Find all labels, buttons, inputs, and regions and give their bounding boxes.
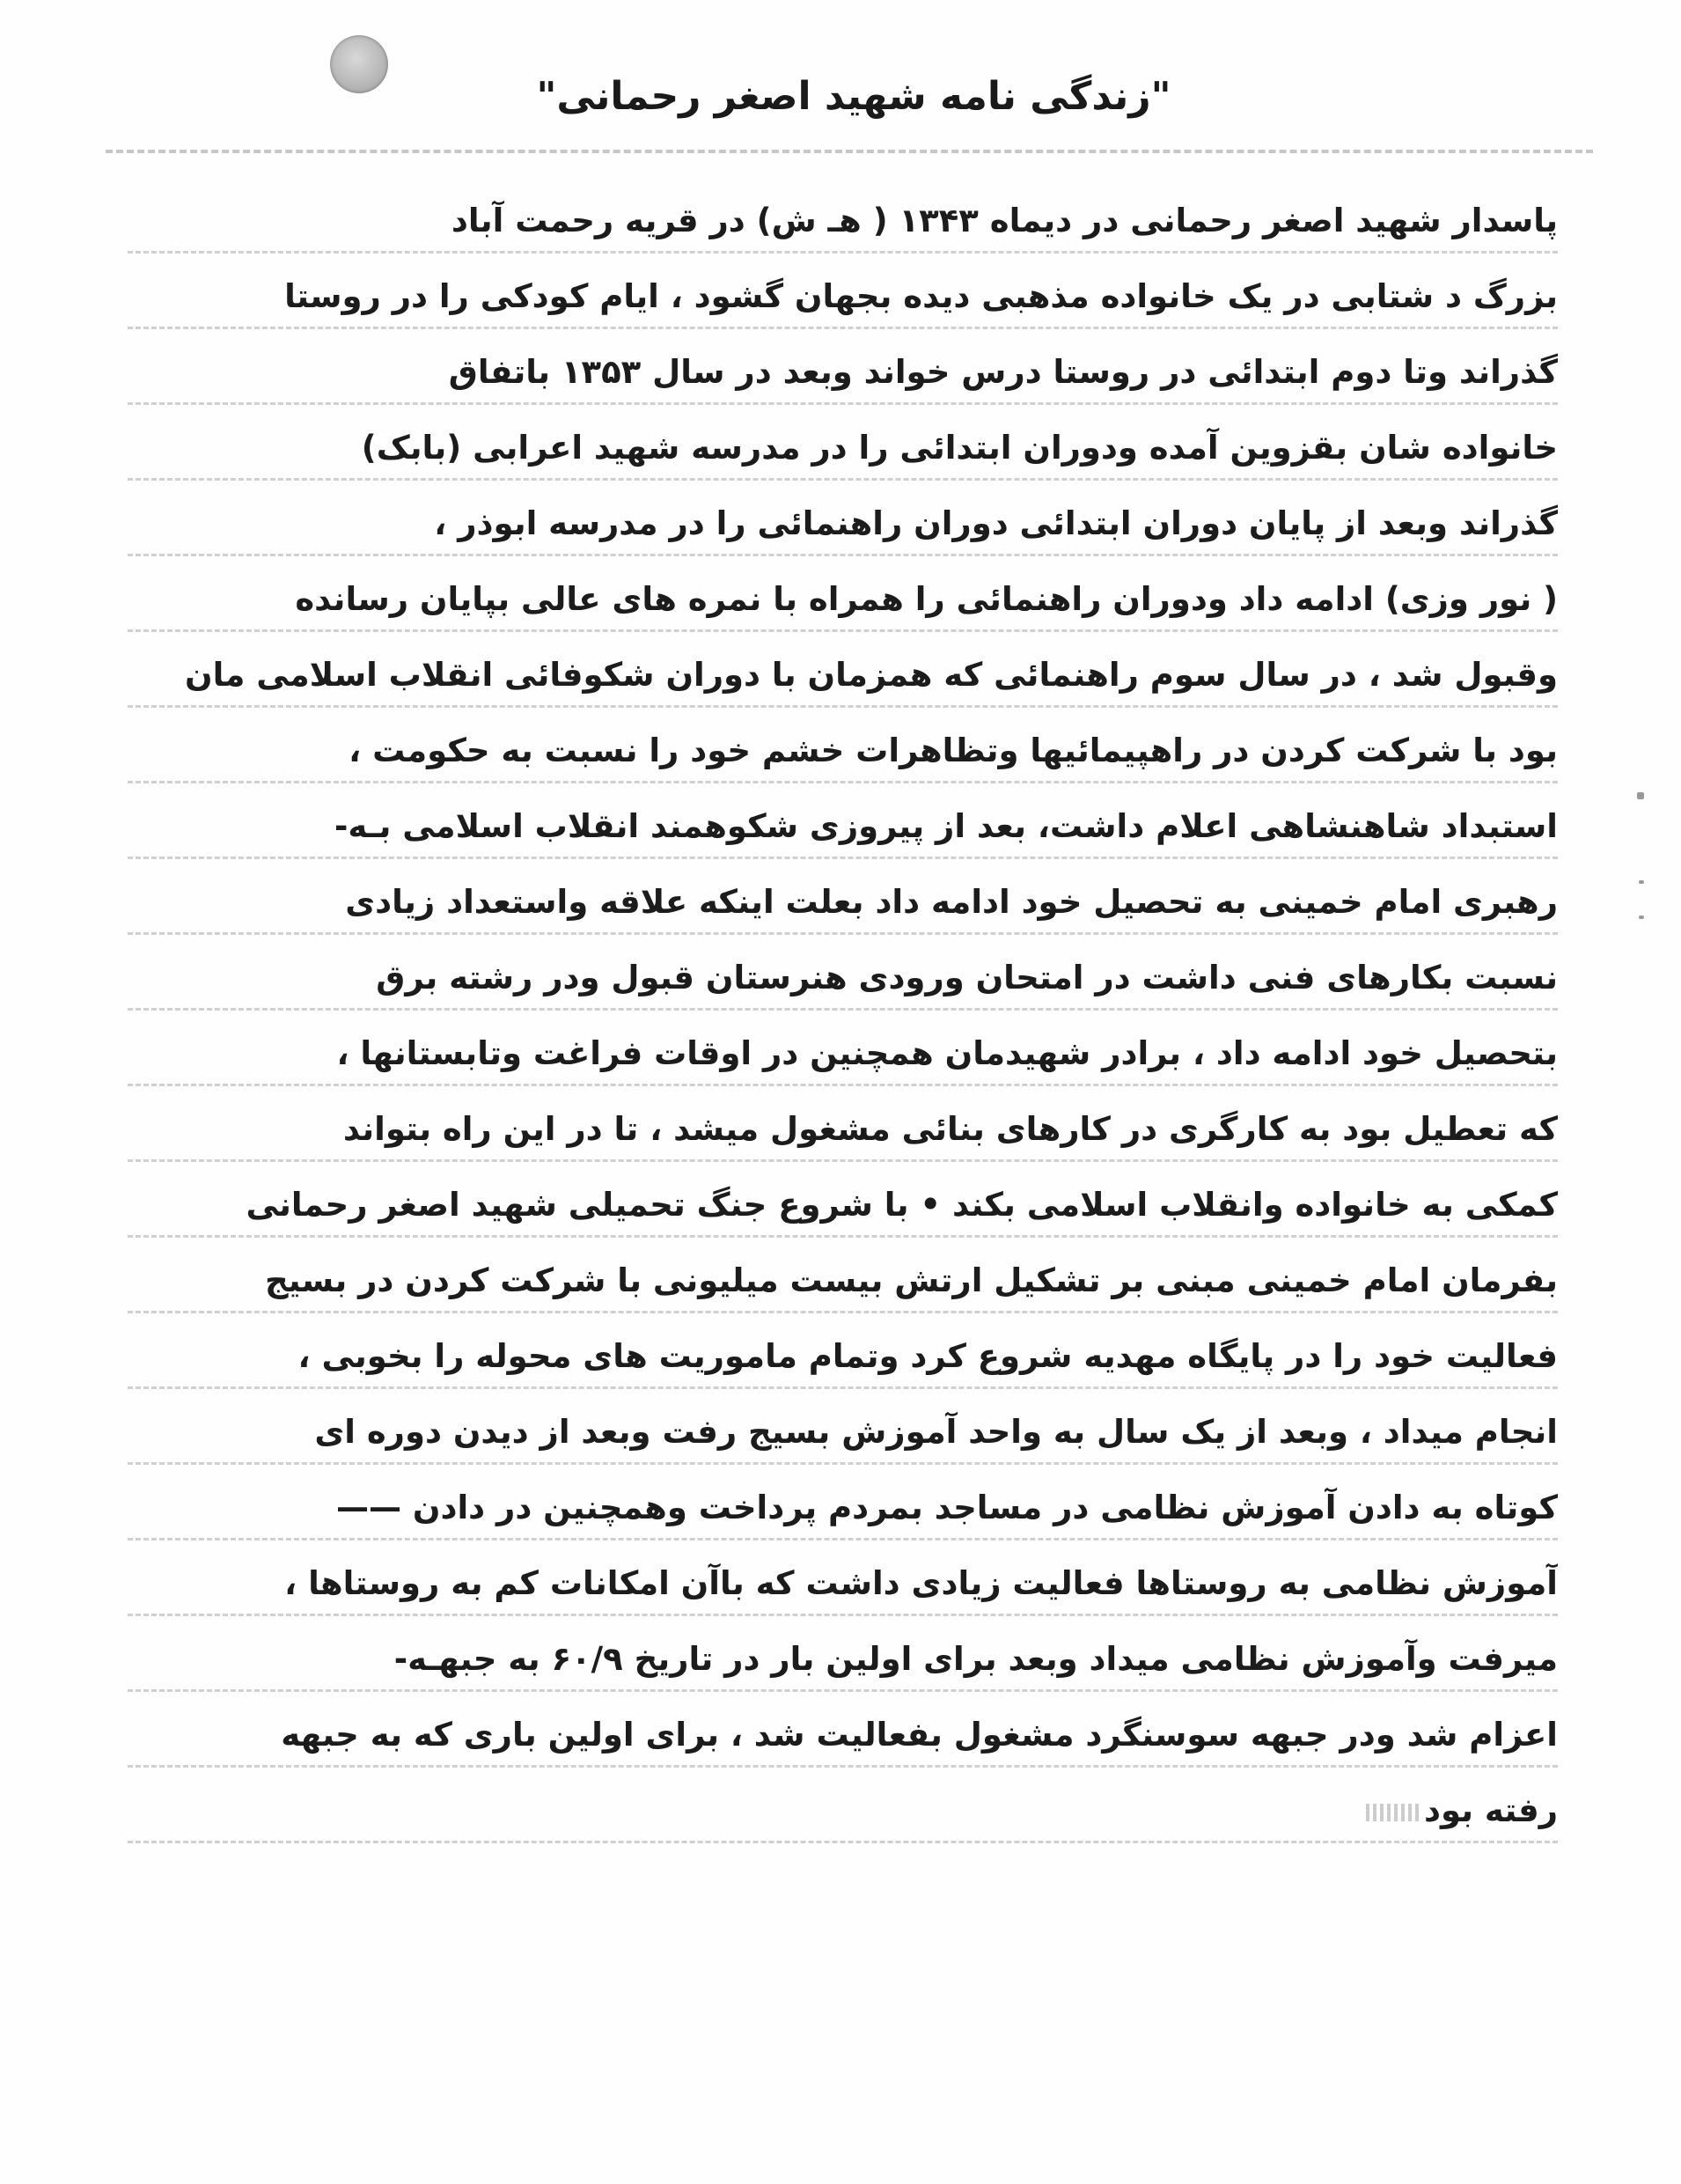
text-line: بود با شرکت کردن در راهپیمائیها وتظاهرات خشم خود را نسبت به حکومت ، <box>128 713 1558 789</box>
text-line: بتحصیل خود ادامه داد ، برادر شهیدمان همچنین در اوقات فراغت وتابستانها ، <box>128 1016 1558 1092</box>
text-line: ( نور وزی) ادامه داد ودوران راهنمائی را همراه با نمره های عالی بپایان رسانده <box>128 562 1558 637</box>
text-line: کوتاه به دادن آموزش نظامی در مساجد بمردم پرداخت وهمچنین در دادن —— <box>128 1470 1558 1546</box>
text-line: نسبت بکارهای فنی داشت در امتحان ورودی هنرستان قبول ودر رشته برق <box>128 940 1558 1016</box>
text-line: وقبول شد ، در سال سوم راهنمائی که همزمان با دوران شکوفائی انقلاب اسلامی مان <box>128 637 1558 713</box>
text-line: پاسدار شهید اصغر رحمانی در دیماه ۱۳۴۳ ( هـ ش) در قریه رحمت آباد <box>128 183 1558 259</box>
text-line: رهبری امام خمینی به تحصیل خود ادامه داد بعلت اینکه علاقه واستعداد زیادی <box>128 864 1558 940</box>
text-line: گذراند وتا دوم ابتدائی در روستا درس خواند وبعد در سال ۱۳۵۳ باتفاق <box>128 335 1558 410</box>
document-title: "زندگی نامه شهید اصغر رحمانی" <box>536 74 1171 119</box>
text-line: فعالیت خود را در پایگاه مهدیه شروع کرد وتمام ماموریت های محوله را بخوبی ، <box>128 1319 1558 1394</box>
text-line: بفرمان امام خمینی مبنی بر تشکیل ارتش بیست میلیونی با شرکت کردن در بسیج <box>128 1243 1558 1319</box>
text-line: که تعطیل بود به کارگری در کارهای بنائی مشغول میشد ، تا در این راه بتواند <box>128 1092 1558 1167</box>
text-line: خانواده شان بقزوین آمده ودوران ابتدائی را در مدرسه شهید اعرابی (بابک) <box>128 410 1558 486</box>
text-line: بزرگ د شتابی در یک خانواده مذهبی دیده بجهان گشود ، ایام کودکی را در روستا <box>128 259 1558 335</box>
text-line: رفته بود <box>1423 1791 1558 1829</box>
text-line: گذراند وبعد از پایان دوران ابتدائی دوران راهنمائی را در مدرسه ابوذر ، <box>128 486 1558 562</box>
title-underline <box>106 150 1593 153</box>
text-line: اعزام شد ودر جبهه سوسنگرد مشغول بفعالیت شد ، برای اولین باری که به جبهه <box>128 1697 1558 1773</box>
text-line: میرفت وآموزش نظامی میداد وبعد برای اولین بار در تاریخ ۶۰/۹ به جبهـه- <box>128 1621 1558 1697</box>
edge-mark <box>1639 916 1644 919</box>
last-line <box>128 1773 1558 1849</box>
text-line: انجام میداد ، وبعد از یک سال به واحد آموزش بسیج رفت وبعد از دیدن دوره ای <box>128 1394 1558 1470</box>
text-line: آموزش نظامی به روستاها فعالیت زیادی داشت که باآن امکانات کم به روستاها ، <box>128 1546 1558 1621</box>
edge-mark <box>1637 792 1644 799</box>
edge-mark <box>1639 880 1644 884</box>
text-line: کمکی به خانواده وانقلاب اسلامی بکند • با شروع جنگ تحمیلی شهید اصغر رحمانی <box>128 1167 1558 1243</box>
text-line: استبداد شاهنشاهی اعلام داشت، بعد از پیروزی شکوهمند انقلاب اسلامی بـه- <box>128 789 1558 864</box>
faded-stamp <box>1366 1804 1419 1821</box>
biography-text <box>128 183 1558 1849</box>
